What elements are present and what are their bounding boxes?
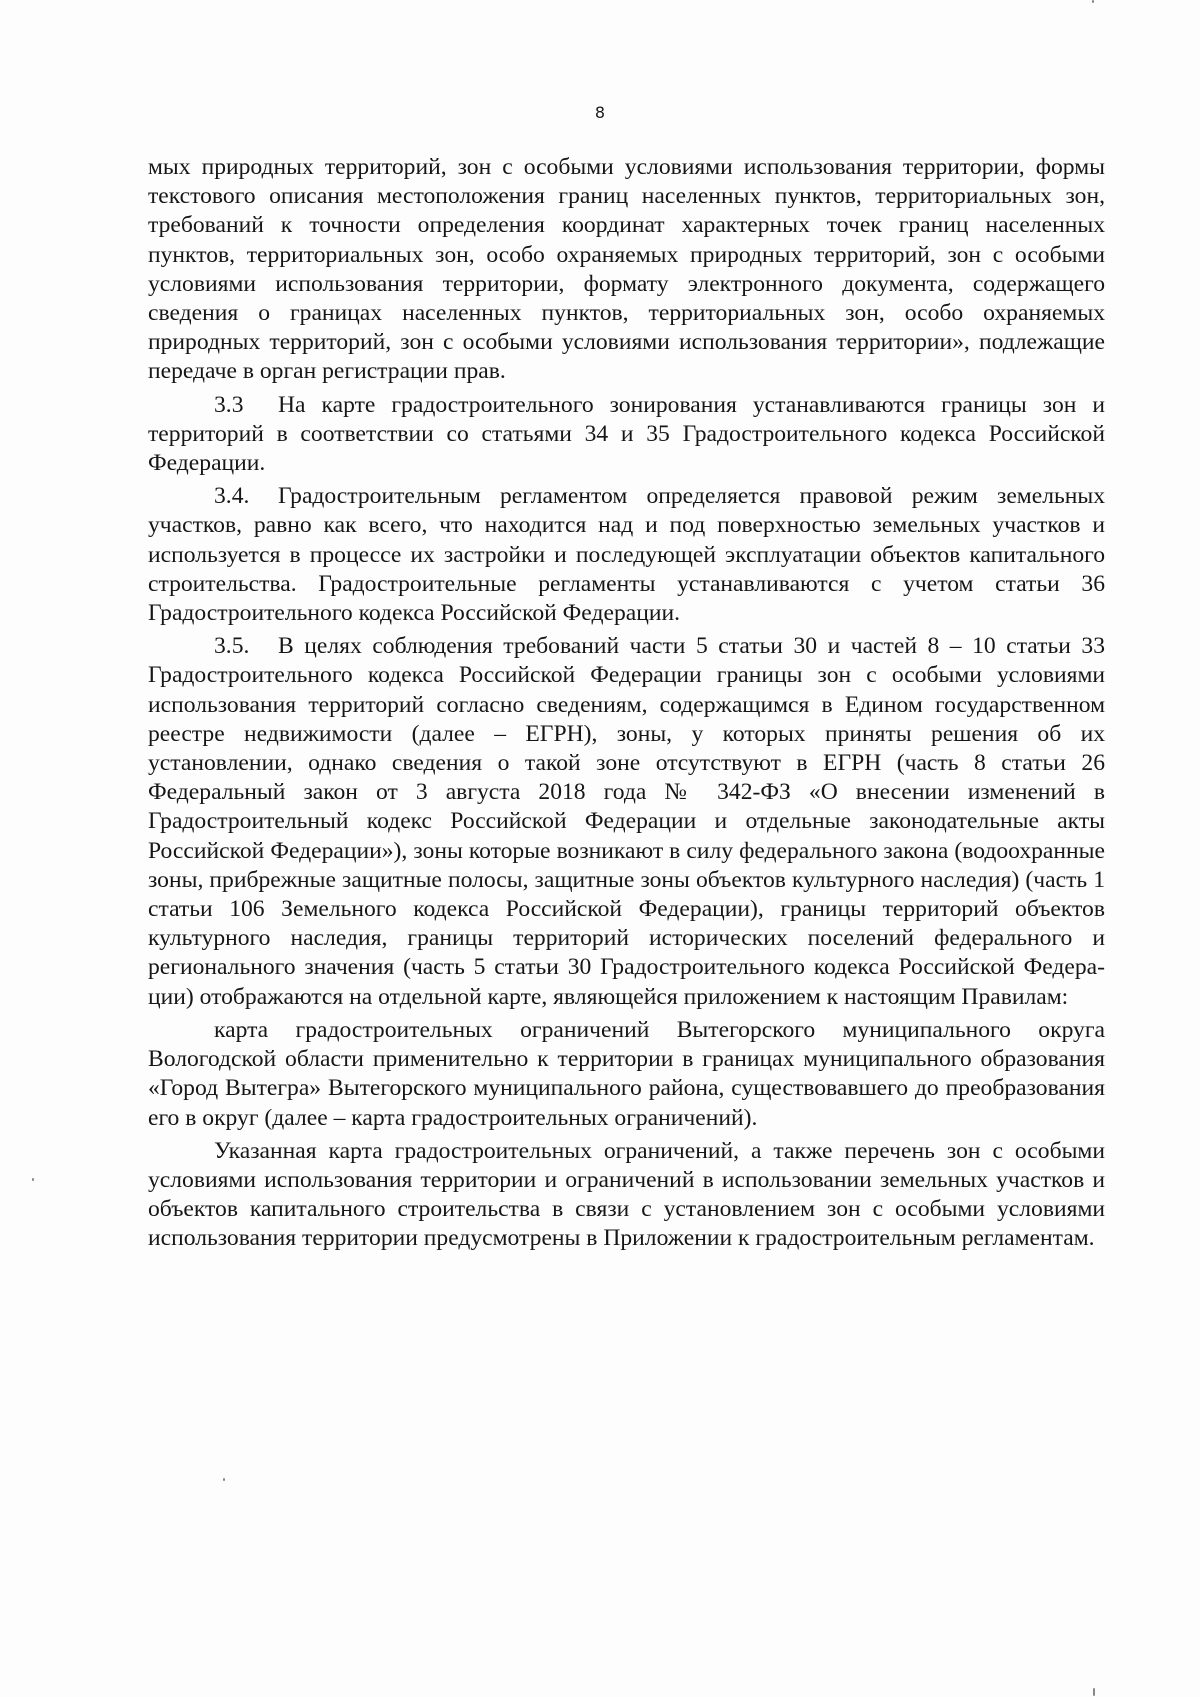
scan-speck — [223, 1478, 225, 1481]
paragraph-3-4 — [148, 482, 1105, 628]
clause-number: 3.3 — [214, 391, 244, 418]
clause-text: Градостроительным регламентом определяется правовой режим земельных участков, равно как всего, что находится над и под поверхностью земельных участков и используется в процессе их застройки и последующей эксплуатации объектов капитального строительства. Градостроительные регламенты устанавливаются с учетом статьи 36 Градостроительного кодекса Российской Федерации. — [148, 483, 1105, 627]
clause-text: В целях соблюдения требований части 5 статьи 30 и частей 8 – 10 статьи 33 Градостроительного кодекса Российской Федерации границы зон с особыми условиями использования территорий согласно сведениям, содержащимся в Едином государственном реестре недвижимости (далее – ЕГРН), зоны, у которых приняты решения об их установлении, однако сведения о такой зоне отсутствуют в ЕГРН (часть 8 статьи 26 Федеральный закон от 3 августа 2018 года № 342-ФЗ «О внесении изменений в Градостроительный кодекс Российской Федерации и отдельные законодательные акты Российской Федерации»), зоны которые возникают в силу федерального закона (водоохранные зоны, прибрежные защитные полосы, защитные зоны объектов культурного наследия) (часть 1 статьи 106 Земельного кодекса Российской Федерации), границы территорий объектов культурного наследия, границы территорий исторических поселений федерального и регионального значения (часть 5 статьи 30 Градостроительного кодекса Российской Федерации) отображаются на отдельной карте, являющейся приложением к настоящим Правилам: — [148, 633, 1105, 1010]
clause-number: 3.4. — [214, 483, 250, 510]
document-body — [148, 153, 1105, 1254]
paragraph-3-5 — [148, 632, 1105, 1012]
paragraph-3-3 — [148, 391, 1105, 479]
paragraph-map-note: Указанная карта градостроительных ограничений, а также перечень зон с особыми условиями использования территории и ограничений в использовании земельных участков и объектов капитального строительства в связи с установлением зон с особыми условиями использования территории предусмотрены в Приложении к градостроительным регламентам. — [148, 1137, 1105, 1252]
scan-speck — [1093, 1688, 1095, 1696]
clause-number: 3.5. — [214, 633, 250, 660]
scan-speck — [1092, 0, 1094, 3]
scan-speck — [32, 1178, 34, 1181]
paragraph-map-description: карта градостроительных ограничений Вытегорского муниципального округа Вологодской области применительно к территории в границах муниципального образования «Город Вытегра» Вытегорского муниципального района, существовавшего до преобразования его в округ (далее – карта градостроительных ограничений). — [148, 1016, 1105, 1131]
page-number: 8 — [594, 103, 606, 122]
paragraph-continuation: мых природных территорий, зон с особыми условиями использования территории, формы текстового описания местоположения границ населенных пунктов, территориальных зон, требований к точности определения координат характерных точек границ населенных пунктов, территориальных зон, особо охраняемых природных территорий, зон с особыми условиями использования территории, формату электронного документа, содержащего сведения о границах населенных пунктов, территориальных зон, особо охраняемых природных территорий, зон с особыми условиями использования территории», подлежащие передаче в орган регистрации прав. — [148, 154, 1105, 385]
clause-text: На карте градостроительного зонирования устанавливаются границы зон и территорий в соответствии со статьями 34 и 35 Градостроительного кодекса Российской Федерации. — [148, 391, 1105, 477]
